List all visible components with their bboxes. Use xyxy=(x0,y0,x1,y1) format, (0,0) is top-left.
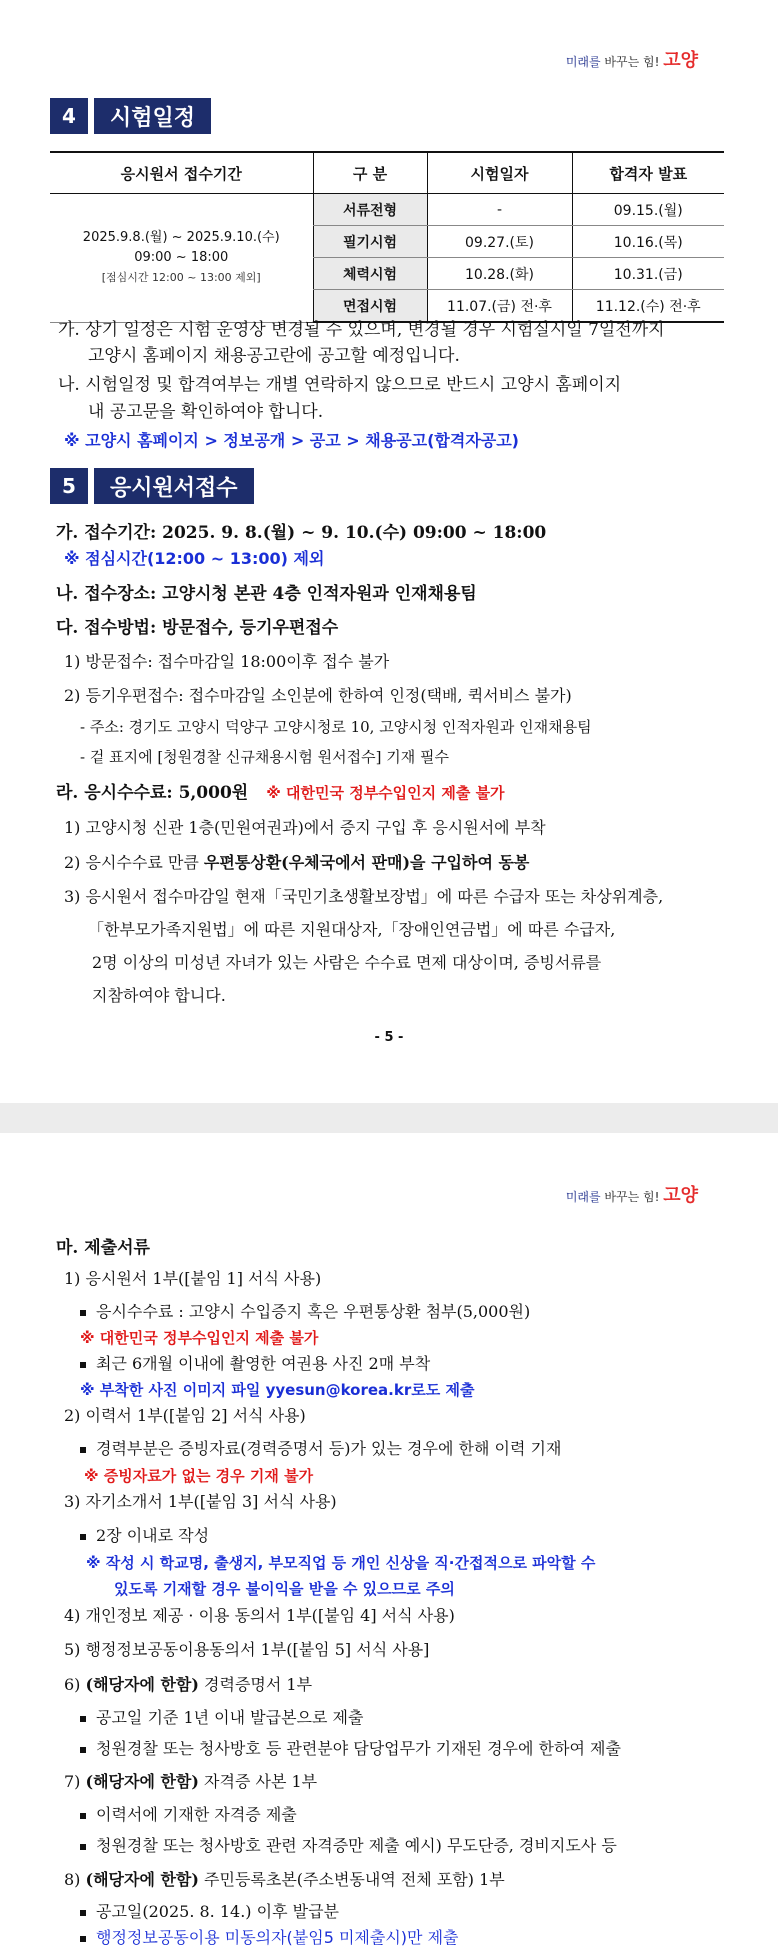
bullet-icon xyxy=(80,1534,86,1540)
fee-line: 라. 응시수수료: 5,000원 ※ 대한민국 정부수입인지 제출 불가 xyxy=(56,783,505,803)
page-gap xyxy=(0,1103,778,1133)
page-6 xyxy=(0,1133,778,1949)
doc-1b-note: ※ 부착한 사진 이미지 파일 yyesun@korea.kr로도 제출 xyxy=(80,1381,475,1399)
doc-item-6b: 청원경찰 또는 청사방호 등 관련분야 담당업무가 기재된 경우에 한하여 제출 xyxy=(80,1739,621,1759)
brand-logo: 미래를 바꾸는 힘! 고양 xyxy=(565,1185,698,1206)
doc-item-6a: 공고일 기준 1년 이내 발급본으로 제출 xyxy=(80,1708,363,1728)
bullet-icon xyxy=(80,1310,86,1316)
doc-item-7b: 청원경찰 또는 청사방호 관련 자격증만 제출 예시) 무도단증, 경비지도사 등 xyxy=(80,1836,617,1856)
fee-item-3-cont: 2명 이상의 미성년 자녀가 있는 사람은 수수료 면제 대상이며, 증빙서류를 xyxy=(92,953,602,972)
homepage-path: ※ 고양시 홈페이지 > 정보공개 > 공고 > 채용공고(합격자공고) xyxy=(64,431,519,450)
fee-item-3: 3) 응시원서 접수마감일 현재「국민기초생활보장법」에 따른 수급자 또는 차상위계층, xyxy=(64,887,664,906)
lunch-note: ※ 점심시간(12:00 ~ 13:00) 제외 xyxy=(64,549,325,568)
doc-item-2a: 경력부분은 증빙자료(경력증명서 등)가 있는 경우에 한해 이력 기재 xyxy=(80,1439,561,1459)
apply-method: 다. 접수방법: 방문접수, 등기우편접수 xyxy=(56,618,339,638)
docs-title: 마. 제출서류 xyxy=(56,1238,150,1258)
doc-item-3a: 2장 이내로 작성 xyxy=(80,1526,209,1546)
bullet-icon xyxy=(80,1447,86,1453)
note-ga-cont: 고양시 홈페이지 채용공고란에 공고할 예정입니다. xyxy=(88,346,460,366)
bullet-icon xyxy=(80,1362,86,1368)
doc-item-7a: 이력서에 기재한 자격증 제출 xyxy=(80,1805,297,1825)
page-number: - 5 - xyxy=(374,1030,404,1045)
note-ga: 가. 상기 일정은 시험 운영상 변경될 수 있으며, 변경될 경우 시험실시일 7일전까지 xyxy=(58,320,665,340)
bullet-icon xyxy=(80,1844,86,1850)
doc-item-1b: 최근 6개월 이내에 촬영한 여권용 사진 2매 부착 xyxy=(80,1354,430,1374)
table-row: 면접시험 11.07.(금) 전·후 11.12.(수) 전·후 xyxy=(50,290,724,323)
apply-place: 나. 접수장소: 고양시청 본관 4층 인적자원과 인재채용팀 xyxy=(56,584,477,604)
doc-item-1: 1) 응시원서 1부([붙임 1] 서식 사용) xyxy=(64,1269,322,1288)
header-period: 응시원서 접수기간 xyxy=(50,152,313,194)
mail-address: - 주소: 경기도 고양시 덕양구 고양시청로 10, 고양시청 인적자원과 인재채용팀 xyxy=(80,718,592,736)
envelope-note: - 겉 표지에 [청원경찰 신규채용시험 원서접수] 기재 필수 xyxy=(80,748,449,766)
doc-item-7: 7) (해당자에 한함) 자격증 사본 1부 xyxy=(64,1772,318,1791)
section-5-header xyxy=(50,468,254,504)
table-row: 체력시험 10.28.(화) 10.31.(금) xyxy=(50,258,724,290)
section-title: 시험일정 xyxy=(94,98,211,134)
table-row: 2025.9.8.(월) ~ 2025.9.10.(수) 09:00 ~ 18:00 [점심시간 12:00 ~ 13:00 제외] 서류전형 - 09.15.(월) xyxy=(50,194,724,226)
method-mail: 2) 등기우편접수: 접수마감일 소인분에 한하여 인정(택배, 퀵서비스 불가) xyxy=(64,686,572,705)
bullet-icon xyxy=(80,1910,86,1916)
doc-3-note-cont: 있도록 기재할 경우 불이익을 받을 수 있으므로 주의 xyxy=(114,1580,455,1598)
brand-logo: 미래를 바꾸는 힘! 고양 xyxy=(565,50,698,71)
doc-3-note: ※ 작성 시 학교명, 출생지, 부모직업 등 개인 신상을 직·간접적으로 파악할 수 xyxy=(86,1554,596,1572)
section-title: 응시원서접수 xyxy=(94,468,254,504)
doc-item-6: 6) (해당자에 한함) 경력증명서 1부 xyxy=(64,1675,313,1694)
fee-item-2: 2) 응시수수료 만큼 우편통상환(우체국에서 판매)을 구입하여 동봉 xyxy=(64,853,530,872)
header-date: 시험일자 xyxy=(427,152,572,194)
doc-item-3: 3) 자기소개서 1부([붙임 3] 서식 사용) xyxy=(64,1492,337,1511)
doc-1a-warning: ※ 대한민국 정부수입인지 제출 불가 xyxy=(80,1329,319,1347)
fee-item-3-cont: 「한부모가족지원법」에 따른 지원대상자,「장애인연금법」에 따른 수급자, xyxy=(88,920,616,939)
fee-item-1: 1) 고양시청 신관 1층(민원여권과)에서 증지 구입 후 응시원서에 부착 xyxy=(64,818,546,837)
apply-period: 가. 접수기간: 2025. 9. 8.(월) ~ 9. 10.(수) 09:00 ~ 18:00 xyxy=(56,523,547,543)
bullet-icon xyxy=(80,1936,86,1942)
doc-item-8: 8) (해당자에 한함) 주민등록초본(주소변동내역 전체 포함) 1부 xyxy=(64,1870,505,1889)
bullet-icon xyxy=(80,1716,86,1722)
method-visit: 1) 방문접수: 접수마감일 18:00이후 접수 불가 xyxy=(64,652,390,671)
doc-item-2: 2) 이력서 1부([붙임 2] 서식 사용) xyxy=(64,1406,306,1425)
doc-item-1a: 응시수수료 : 고양시 수입증지 혹은 우편통상환 첨부(5,000원) xyxy=(80,1302,530,1322)
note-na: 나. 시험일정 및 합격여부는 개별 연락하지 않으므로 반드시 고양시 홈페이지 xyxy=(58,375,622,395)
section-number: 4 xyxy=(50,98,88,134)
application-period: 2025.9.8.(월) ~ 2025.9.10.(수) 09:00 ~ 18:00 [점심시간 12:00 ~ 13:00 제외] xyxy=(50,194,313,323)
header-type: 구 분 xyxy=(313,152,427,194)
doc-item-8b: 행정정보공동이용 미동의자(붙임5 미제출시)만 제출 xyxy=(80,1928,459,1948)
doc-item-5: 5) 행정정보공동이용동의서 1부([붙임 5] 서식 사용] xyxy=(64,1640,430,1659)
doc-item-4: 4) 개인정보 제공 · 이용 동의서 1부([붙임 4] 서식 사용) xyxy=(64,1606,455,1625)
table-header-row xyxy=(50,152,724,194)
exam-schedule-table xyxy=(50,151,724,323)
bullet-icon xyxy=(80,1813,86,1819)
section-number: 5 xyxy=(50,468,88,504)
header-announce: 합격자 발표 xyxy=(572,152,724,194)
table-row: 필기시험 09.27.(토) 10.16.(목) xyxy=(50,226,724,258)
note-na-cont: 내 공고문을 확인하여야 합니다. xyxy=(88,402,324,422)
doc-item-8a: 공고일(2025. 8. 14.) 이후 발급분 xyxy=(80,1902,339,1922)
bullet-icon xyxy=(80,1747,86,1753)
section-4-header xyxy=(50,98,211,134)
fee-item-3-cont: 지참하여야 합니다. xyxy=(92,986,226,1005)
doc-2a-warning: ※ 증빙자료가 없는 경우 기재 불가 xyxy=(84,1467,314,1485)
